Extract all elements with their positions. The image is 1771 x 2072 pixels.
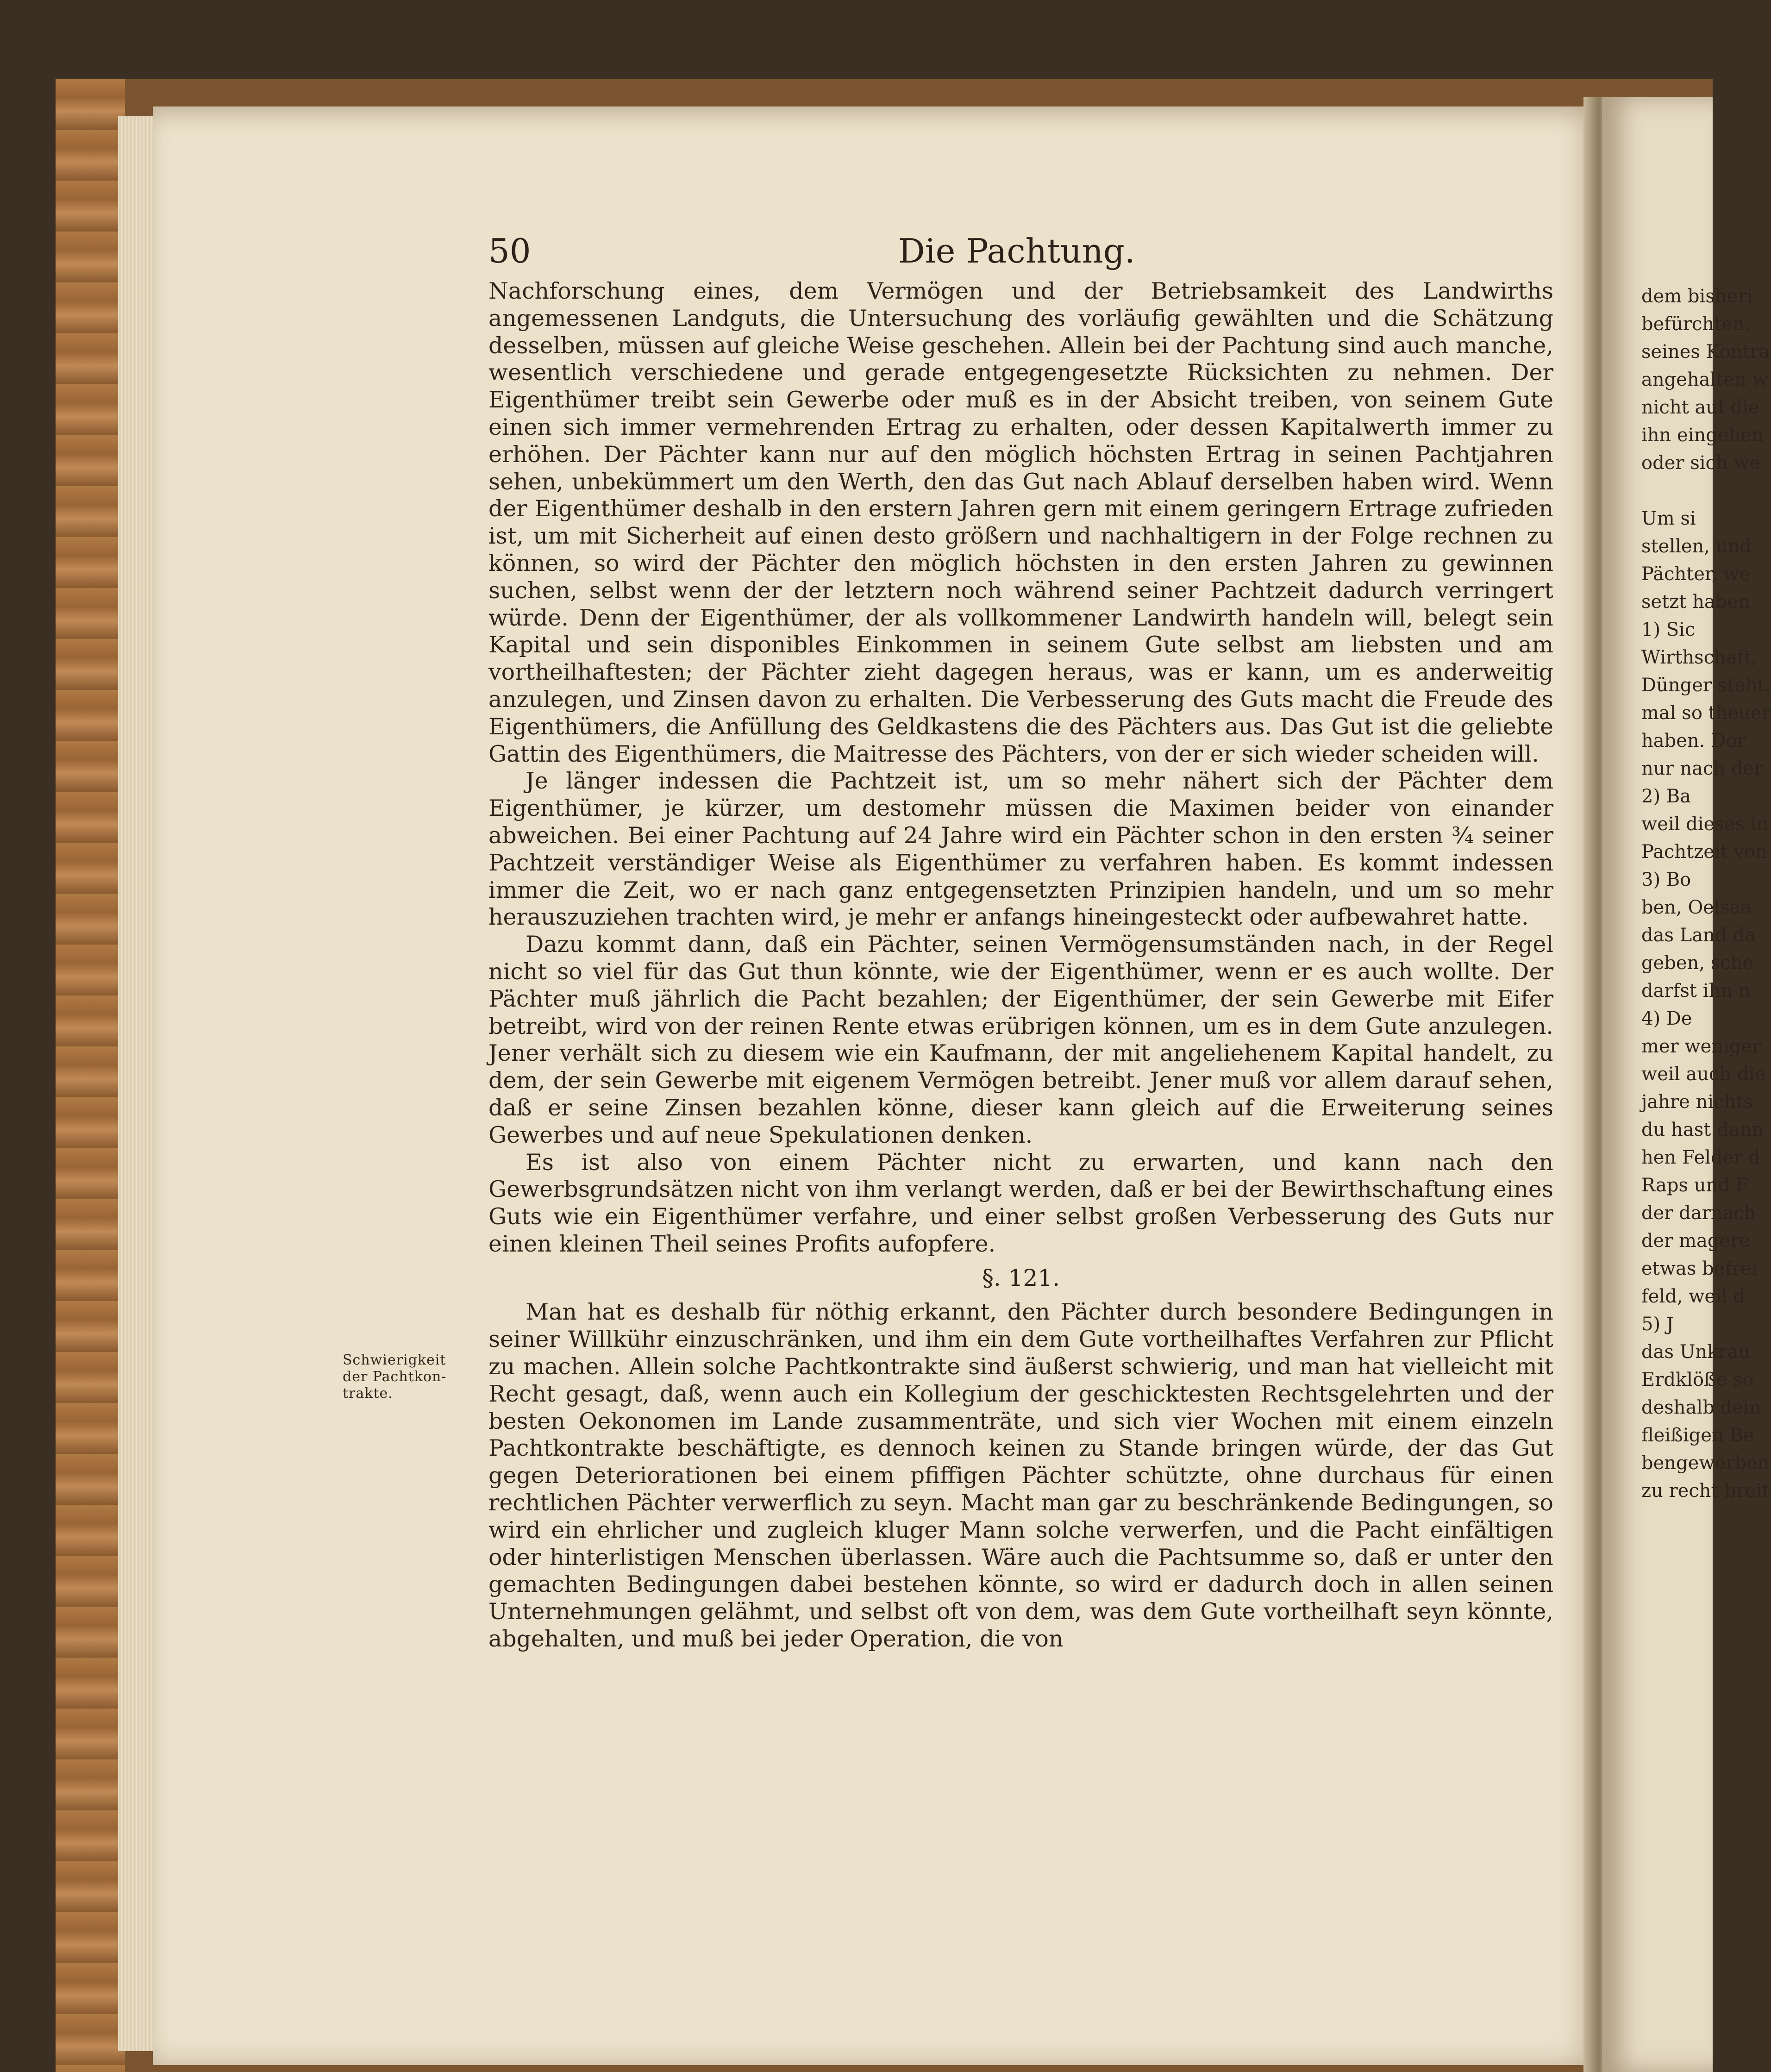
paragraph: Es ist also von einem Pächter nicht zu erwarten, und kann nach den Gewerbsgrundsätzen nicht von ihm verlangt werden, daß er bei der Bewirthschaftung eines Guts wie ein Eigenthümer verfahre, und einer selbst großen Verbesserung des Guts nur einen kleinen Theil seines Profits aufopfere. xyxy=(488,1149,1553,1257)
facing-page-line: befürchten. xyxy=(1641,313,1751,335)
facing-page-line: geben, sche xyxy=(1641,952,1754,974)
facing-page-line: Pächter, we xyxy=(1641,563,1750,585)
facing-page-line: jahre nichts xyxy=(1641,1091,1753,1113)
facing-page-line: der darnach xyxy=(1641,1202,1756,1224)
page-number: 50 xyxy=(488,232,531,270)
facing-page-line: Wirthschaft, xyxy=(1641,647,1758,668)
facing-page-line: stellen, und xyxy=(1641,536,1752,557)
facing-page-line: nicht auf die xyxy=(1641,397,1759,418)
facing-page-line: Dünger steht. xyxy=(1641,675,1771,696)
facing-page-line: seines Kontra xyxy=(1641,341,1770,363)
facing-page-line: mer weniger xyxy=(1641,1036,1761,1057)
facing-page-line: ihn eingehen xyxy=(1641,425,1764,446)
paragraph: Nachforschung eines, dem Vermögen und der Betriebsamkeit des Landwirths angemessenen Landguts, die Untersuchung des vorläufig gewählten und die Schätzung desselben, müssen auf gleiche Weise geschehen. Allein bei der Pachtung sind auch manche, wesentlich verschiedene und gerade entgegengesetzte Rücksichten zu nehmen. Der Eigenthümer treibt sein Gewerbe oder muß es in der Absicht treiben, von seinem Gute einen sich immer vermehrenden Ertrag zu erhalten, oder dessen Kapitalwerth immer zu erhöhen. Der Pächter kann nur auf den möglich höchsten Ertrag in seinen Pachtjahren sehen, unbekümmert um den Werth, den das Gut nach Ablauf derselben haben wird. Wenn der Eigenthümer deshalb in den erstern Jahren gern mit einem geringern Ertrage zufrieden ist, um mit Sicherheit auf einen desto größern und nachhaltigern in der Folge rechnen zu können, so wird der Pächter den möglich höchsten in den ersten Jahren zu gewinnen suchen, selbst wenn der der letztern noch während seiner Pachtzeit dadurch verringert würde. Denn der Eigenthümer, der als vollkommener Landwirth handeln will, belegt sein Kapital und sein disponibles Einkommen in seinem Gute selbst am liebsten und am vortheilhaftesten; der Pächter zieht dagegen heraus, was er kann, um es anderweitig anzulegen, und Zinsen davon zu erhalten. Die Verbesserung des Guts macht die Freude des Eigenthümers, die Anfüllung des Geldkastens die des Pächters aus. Das Gut ist die geliebte Gattin des Eigenthümers, die Maitresse des Pächters, von der er sich wieder scheiden will. xyxy=(488,278,1553,767)
facing-page-line: darfst ihn n xyxy=(1641,980,1751,1002)
facing-page-line: Erdklöße so xyxy=(1641,1369,1754,1390)
facing-page-line xyxy=(1641,477,1715,505)
facing-page-line: ben, Oelsaa xyxy=(1641,897,1752,918)
facing-page-line: das Land da xyxy=(1641,925,1756,946)
facing-page-line: zu recht breit xyxy=(1641,1480,1770,1502)
facing-page-text xyxy=(1641,282,1771,1505)
section-mark: §. 121. xyxy=(982,1264,1060,1291)
facing-page-line: etwas befrei xyxy=(1641,1258,1758,1279)
paragraph: Dazu kommt dann, daß ein Pächter, seinen Vermögensumständen nach, in der Regel nicht so viel für das Gut thun könnte, wie der Eigenthümer, wenn er es auch wollte. Der Pächter muß jährlich die Pacht bezahlen; der Eigenthümer, der sein Gewerbe mit Eifer betreibt, wird von der reinen Rente etwas erübrigen können, um es in dem Gute anzulegen. Jener verhält sich zu diesem wie ein Kaufmann, der mit angeliehenem Kapital handelt, zu dem, der sein Gewerbe mit eigenem Vermögen betreibt. Jener muß vor allem darauf sehen, daß er seine Zinsen bezahlen könne, dieser kann gleich auf die Erweiterung seines Gewerbes und auf neue Spekulationen denken. xyxy=(488,931,1553,1148)
facing-page-line: nur nach der xyxy=(1641,758,1763,779)
facing-page-line: Pachtzeit von xyxy=(1641,841,1767,863)
facing-page-line: der magere xyxy=(1641,1230,1750,1252)
facing-page-line: Um si xyxy=(1641,508,1696,529)
facing-page-line: 2) Ba xyxy=(1641,786,1691,807)
facing-page-line: mal so theuer xyxy=(1641,702,1771,724)
margin-note-line: der Pachtkon- xyxy=(343,1369,447,1385)
facing-page-line: weil dieses in xyxy=(1641,814,1769,835)
facing-page-line: 1) Sic xyxy=(1641,619,1696,640)
facing-page-line: bengewerben xyxy=(1641,1452,1770,1474)
facing-page-line: dem bisheri xyxy=(1641,286,1753,307)
body-text xyxy=(488,278,1553,1653)
facing-page-line: angehalten w xyxy=(1641,369,1768,390)
facing-page-line: 3) Bo xyxy=(1641,869,1691,890)
facing-page-line: das Unkrau xyxy=(1641,1341,1751,1363)
facing-page-line: 4) De xyxy=(1641,1008,1692,1029)
facing-page-line: oder sich we xyxy=(1641,452,1761,474)
facing-page-line: Raps und F xyxy=(1641,1175,1749,1196)
facing-page-line: hen Felder d xyxy=(1641,1147,1760,1168)
margin-note-line: Schwierigkeit xyxy=(343,1352,446,1368)
margin-note xyxy=(343,1352,482,1402)
margin-note-line: trakte. xyxy=(343,1385,393,1402)
paragraph: Je länger indessen die Pachtzeit ist, um so mehr nähert sich der Pächter dem Eigenthümer, je kürzer, um destomehr müssen die Maximen beider von einander abweichen. Bei einer Pachtung auf 24 Jahre wird ein Pächter schon in den ersten ¾ seiner Pachtzeit verständiger Weise als Eigenthümer zu verfahren haben. Es kommt indessen immer die Zeit, wo er nach ganz entgegensetzten Prinzipien handeln, und um so mehr herauszuziehen trachten wird, je mehr er anfangs hineingesteckt oder aufbewahret hatte. xyxy=(488,768,1553,931)
running-head: Die Pachtung. xyxy=(898,232,1135,270)
facing-page-line: weil auch die xyxy=(1641,1064,1766,1085)
facing-page-line: 5) J xyxy=(1641,1314,1674,1335)
facing-page-line: feld, weil d xyxy=(1641,1286,1746,1307)
facing-page-line: haben. Dor xyxy=(1641,730,1746,751)
paragraph: Man hat es deshalb für nöthig erkannt, den Pächter durch besondere Bedingungen in seiner Willkühr einzuschränken, und ihm ein dem Gute vortheilhaftes Verfahren zur Pflicht zu machen. Allein solche Pachtkontrakte sind äußerst schwierig, und man hat vielleicht mit Recht gesagt, daß, wenn auch ein Kollegium der geschicktesten Rechtsgelehrten und der besten Oekonomen im Lande zusammenträte, und sich vier Wochen mit einem einzeln Pachtkontrakte beschäftigte, es dennoch keinen zu Stande bringen würde, der das Gut gegen Deteriorationen bei einem pfiffigen Pächter schützte, ohne durchaus für einen rechtlichen Pächter verwerflich zu seyn. Macht man gar zu beschränkende Bedingungen, so wird ein ehrlicher und zugleich kluger Mann solche verwerfen, und die Pacht einfältigen oder hinterlistigen Menschen überlassen. Wäre auch die Pachtsumme so, daß er unter den gemachten Bedingungen dabei bestehen könnte, so wird er dadurch doch in allen seinen Unternehmungen gelähmt, und selbst oft von dem, was dem Gute vortheilhaft seyn könnte, abgehalten, und muß bei jeder Operation, die von xyxy=(488,1299,1553,1653)
book-board-edge xyxy=(56,79,125,2072)
facing-page-line: fleißigen Be xyxy=(1641,1425,1754,1446)
facing-page-line: du hast dann xyxy=(1641,1119,1764,1140)
facing-page-line: setzt haben xyxy=(1641,591,1750,613)
facing-page-line: deshalb dein xyxy=(1641,1397,1761,1418)
